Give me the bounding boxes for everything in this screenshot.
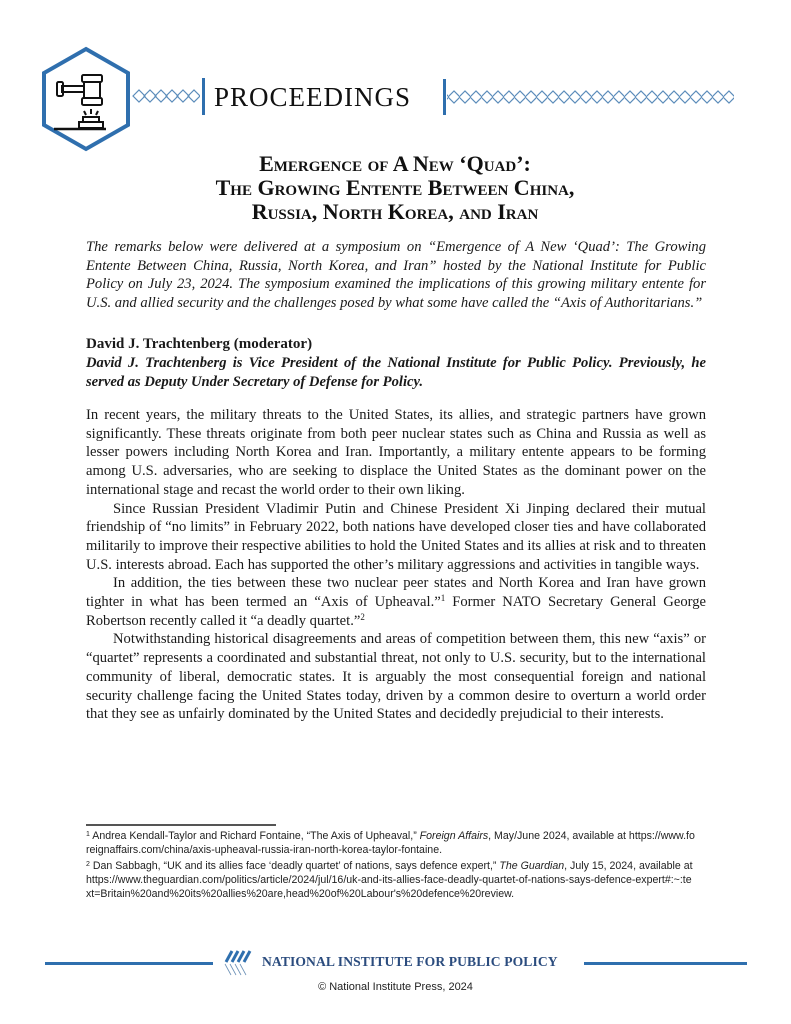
footnote-text: Andrea Kendall-Taylor and Richard Fontaine, “The Axis of Upheaval,”	[92, 830, 420, 842]
footnote-source: Foreign Affairs	[419, 830, 489, 842]
footnote-source: The Guardian	[499, 860, 565, 872]
footnote-text: Dan Sabbagh, “UK and its allies face ‘deadly quartet’ of nations, says defence expert,”	[92, 860, 500, 872]
diamond-chain-divider	[132, 89, 200, 103]
gavel-hexagon-icon	[38, 45, 134, 155]
diamond-chain-divider	[447, 90, 734, 104]
body-paragraph: Since Russian President Vladimir Putin and Chinese President Xi Jinping declared their mutual friendship of “no limits” in February 2022, both nations have developed closer ties and have collaborated militarily to improve their respective abilities to hold the United States and its allies at risk and to threaten U.S. interests abroad. Each has supported the other’s military aggressions and activities in tangible ways.	[86, 500, 706, 573]
copyright: © National Institute Press, 2024	[318, 981, 473, 993]
footnote-link[interactable]: https://www.foreignaffairs.com/china/axis-upheaval-russia-iran-north-korea-taylor-fontaine.	[86, 830, 695, 856]
nipp-logo-icon	[222, 950, 254, 976]
footer-org-name: NATIONAL INSTITUTE FOR PUBLIC POLICY	[262, 954, 558, 969]
body-paragraph: In recent years, the military threats to the United States, its allies, and strategic partners have grown significantly. These threats originate from both peer nuclear states such as China and Russia as well as lesser powers including North Korea and Iran. Importantly, a military entente appears to be forming among U.S. adversaries, who are seeking to displace the United States as the dominant power on the international stage and recast the world order to their own liking.	[86, 407, 706, 498]
footnote-text: , May/June 2024, available at	[488, 830, 629, 842]
footnote-text: , July 15, 2024, available at	[564, 860, 693, 872]
intro-paragraph: The remarks below were delivered at a symposium on “Emergence of A New ‘Quad’: The Growing Entente Between China, Russia, North Korea, and Iran” hosted by the National Institute for Public Policy on July 23, 2024. The symposium examined the implications of this growing military entente for U.S. and allied security and the challenges posed by what some have called the “Axis of Authoritarians.”	[86, 239, 706, 311]
paragraph-text: Former NATO Secretary General George Robertson recently called it “a deadly quartet.”	[86, 594, 706, 629]
header-divider-bar	[202, 78, 205, 115]
speaker-bio: David J. Trachtenberg is Vice President of the National Institute for Public Policy. Previously, he served as Deputy Under Secretary of Defense for Policy.	[86, 355, 706, 390]
footnote-ref-2[interactable]: 2	[360, 611, 365, 622]
footnotes	[86, 829, 696, 903]
footer-rule	[584, 962, 747, 965]
footnote-number: 2	[86, 861, 90, 868]
body-paragraph	[86, 574, 706, 630]
title-line: Russia, North Korea, and Iran	[251, 199, 539, 224]
footnote	[86, 829, 696, 857]
footnote-ref-1[interactable]: 1	[440, 593, 446, 604]
footnote-link[interactable]: https://www.theguardian.com/politics/article/2024/jul/16/uk-and-its-allies-face-deadly-quartet-of-nations-says-defence-expert#:~:text=Britain%20and%20its%20allies%20are,head%20of%20Labour's%20defence%20review.	[86, 874, 692, 900]
document-title	[120, 152, 670, 224]
footer-rule	[45, 962, 213, 965]
footnote	[86, 859, 696, 901]
section-label: PROCEEDINGS	[214, 82, 412, 112]
footnote-number: 1	[86, 831, 90, 838]
paragraph-text: In addition, the ties between these two nuclear peer states and North Korea and Iran have grown tighter in what has been termed an “Axis of Upheaval.”	[86, 575, 706, 611]
speaker-name: David J. Trachtenberg (moderator)	[86, 336, 313, 352]
body-text	[86, 406, 706, 724]
body-paragraph: Notwithstanding historical disagreements and areas of competition between them, this new “axis” or “quartet” represents a coordinated and substantial threat, not only to U.S. security, but to the international community of liberal, democratic states. It is arguably the most consequential foreign and national security challenge facing the United States today, driven by a common desire to overturn a world order that they see as unfairly dominated by the United States and decidedly prejudicial to their interests.	[86, 631, 706, 723]
footnote-divider	[86, 824, 276, 826]
header-divider-bar	[443, 79, 446, 115]
title-line: Emergence of A New ‘Quad’:	[259, 151, 531, 176]
title-line: The Growing Entente Between China,	[215, 175, 575, 200]
